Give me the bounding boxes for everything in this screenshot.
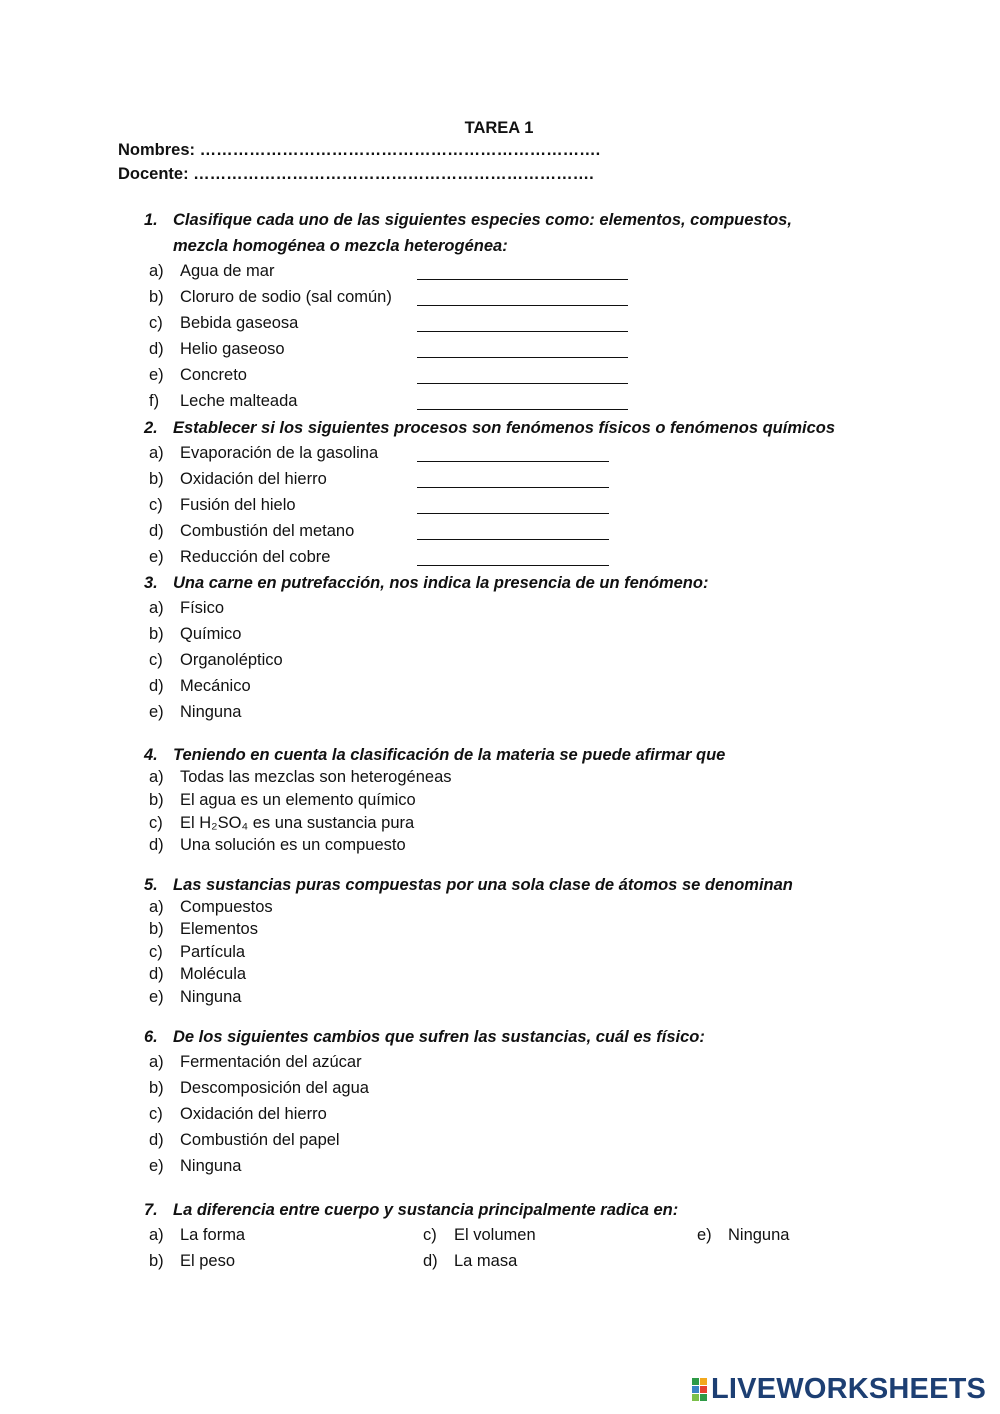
worksheet-page: TAREA 1 Nombres: ………………………………………………………………. Docente: ………………………………………………………………. 1. Clasifique cada uno de las siguientes especies como: elementos, compuestos, mezcla homogénea o mezcla heterogénea: a) Agua de mar b) Cloruro de sodio (sal común) c) Bebida gaseosa d) Helio gaseoso e) Concreto f) Leche malteada 2. Establecer si los siguientes procesos son fenómenos físicos o fenómenos químicos a) Evaporación de la gasolina b) Oxidación del hierro c) Fusión del hielo d) Combustión del metano e) Reducción del cobre 3. Una carne en putrefacción, nos indica la presencia de un fenómeno: a) Físico b) Químico c) Organoléptico d) Mecánico e) Ninguna 4. Teniendo en cuenta la clasificación de la materia se puede afirmar que a) Todas las mezclas son heterogéneas b) El agua es un elemento químico c) El H₂SO₄ es una sustancia pura d) Una solución es un compuesto 5. Las sustancias puras compuestas por una sola clase de átomos se denominan a) Compuestos b) Elementos c) Partícula d) Molécula e) Ninguna 6. De los siguientes cambios que sufren las sustancias, cuál es físico: a) Fermentación del azúcar b) Descomposición del agua c) Oxidación del hierro d) Combustión del papel e) Ninguna 7. La diferencia entre cuerpo y sustancia principalmente radica en: a) La forma b) El peso c) El volumen d) La masa e) Ninguna LIVEWORKSHEETS [0, 0, 1000, 1414]
answer-blank[interactable] [417, 486, 609, 488]
question-text: Clasifique cada uno de las siguientes especies como: elementos, compuestos, mezcla homogénea o mezcla heterogénea: [173, 211, 792, 255]
question-1 [144, 207, 844, 259]
question-number: 6. [144, 1028, 158, 1046]
question-number: 5. [144, 876, 158, 894]
docente-field[interactable]: Docente: ………………………………………………………………. [118, 165, 594, 183]
nombres-field[interactable]: Nombres: ………………………………………………………………. [118, 141, 601, 159]
question-text: Establecer si los siguientes procesos son fenómenos físicos o fenómenos químicos [173, 419, 836, 437]
answer-blank[interactable] [417, 538, 609, 540]
answer-blank[interactable] [417, 564, 609, 566]
question-number: 4. [144, 746, 158, 764]
question-text: La diferencia entre cuerpo y sustancia principalmente radica en: [173, 1201, 679, 1219]
question-text: Las sustancias puras compuestas por una sola clase de átomos se denominan [173, 876, 793, 894]
question-text: Una carne en putrefacción, nos indica la presencia de un fenómeno: [173, 574, 709, 592]
answer-blank[interactable] [417, 382, 628, 384]
answer-blank[interactable] [417, 278, 628, 280]
question-5 [144, 872, 844, 898]
question-7 [144, 1197, 844, 1223]
question-text: De los siguientes cambios que sufren las sustancias, cuál es físico: [173, 1028, 705, 1046]
answer-blank[interactable] [417, 512, 609, 514]
question-number: 1. [144, 211, 158, 229]
question-number: 2. [144, 419, 158, 437]
answer-blank[interactable] [417, 408, 628, 410]
liveworksheets-logo [692, 1374, 986, 1404]
question-text: Teniendo en cuenta la clasificación de la materia se puede afirmar que [173, 746, 726, 764]
question-3 [144, 570, 844, 596]
worksheet-title: TAREA 1 [464, 119, 534, 137]
logo-mark-icon [692, 1378, 707, 1401]
question-4 [144, 742, 844, 768]
answer-blank[interactable] [417, 460, 609, 462]
question-2 [144, 415, 844, 441]
question-6 [144, 1024, 844, 1050]
answer-blank[interactable] [417, 330, 628, 332]
logo-text: LIVEWORKSHEETS [711, 1372, 987, 1405]
question-number: 3. [144, 574, 158, 592]
answer-blank[interactable] [417, 356, 628, 358]
answer-blank[interactable] [417, 304, 628, 306]
question-number: 7. [144, 1201, 158, 1219]
